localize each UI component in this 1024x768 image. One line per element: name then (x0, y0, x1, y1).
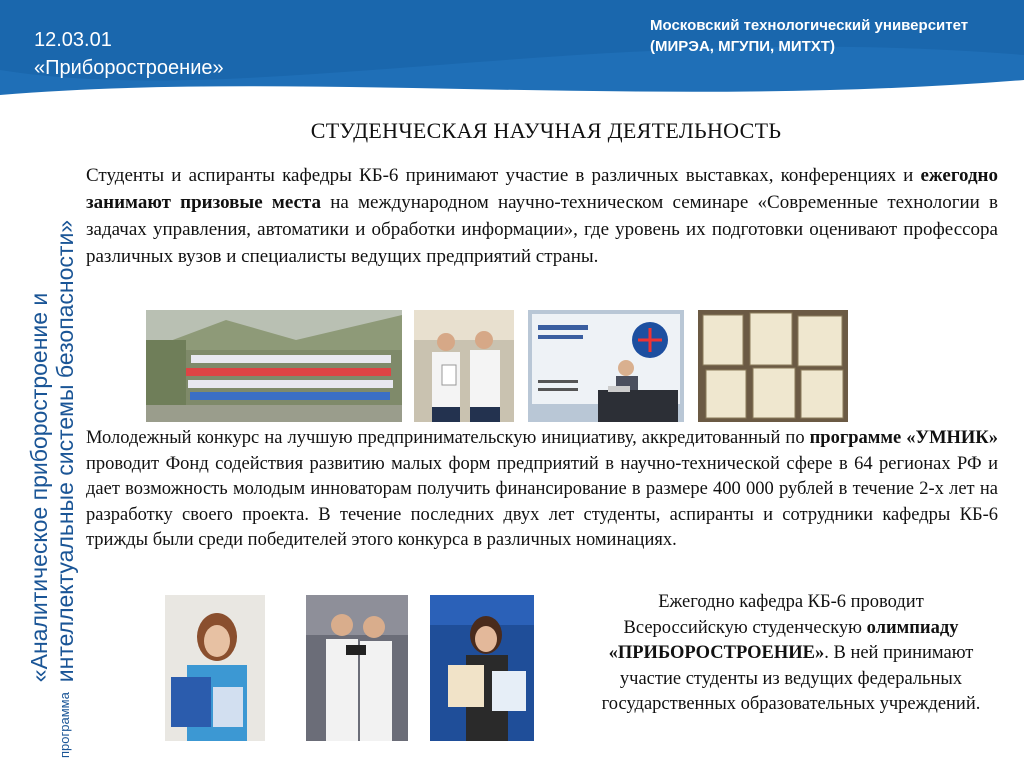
p2-text-b: проводит Фонд содействия развитию малых форм предприятий в научно-технической сфере в 64 регионах РФ и дает возможность молодым инноваторам получить финансирование в размере 400 000 рублей в течение 2-х лет на разработку своего проекта. В течение последних двух лет студенты, аспиранты и сотрудники кафедры КБ-6 трижды были среди победителей этого конкурса в различных номинациях. (86, 453, 998, 550)
paragraph-exhibitions (86, 162, 998, 270)
p2-bold-text: программе «УМНИК» (809, 428, 998, 448)
sidebar-label: программа (57, 692, 72, 758)
photo-students-thumbs-up (306, 595, 408, 741)
page-title: СТУДЕНЧЕСКАЯ НАУЧНАЯ ДЕЯТЕЛЬНОСТЬ (310, 118, 782, 143)
photo-student-with-booklets (430, 595, 534, 741)
photo-winner-with-certificate (165, 595, 265, 741)
p3-bold-text: олимпиаду «ПРИБОРОСТРОЕНИЕ» (608, 617, 959, 663)
photo-diplomas (698, 310, 848, 422)
sidebar-vertical-title (12, 110, 80, 758)
p3-text-a: Ежегодно кафедра КБ-6 проводит Всероссийскую студенческую (623, 592, 924, 638)
program-name: «Приборостроение» (34, 57, 224, 79)
header-banner (0, 0, 1024, 106)
program-code-block (34, 26, 224, 82)
p1-text-a: Студенты и аспиранты кафедры КБ-6 принимают участие в различных выставках, конференциях и (86, 165, 921, 186)
photo-conference-audience (146, 310, 402, 422)
p2-text-a: Молодежный конкурс на лучшую предпринимательскую инициативу, аккредитованный по (86, 428, 810, 448)
program-code: 12.03.01 (34, 29, 112, 51)
paragraph-umnik-contest (86, 426, 998, 554)
photo-students-with-award (414, 310, 514, 422)
paragraph-olympiad (596, 590, 986, 718)
university-line-1: Московский технологический университет (650, 17, 969, 34)
p1-bold-text: ежегодно занимают призовые места (86, 165, 998, 213)
p3-text-b: . В ней принимают участие студенты из ведущих федеральных государственных образовательных учреждений. (601, 643, 981, 714)
sidebar-program-title: «Аналитическое приборостроение и интеллектуальные системы безопасности» (26, 219, 78, 683)
university-name (650, 15, 968, 57)
university-line-2: (МИРЭА, МГУПИ, МИТХТ) (650, 38, 835, 55)
photo-presentation-speaker (528, 310, 684, 422)
p1-text-b: на международном научно-техническом семинаре «Современные технологии в задачах управления, автоматики и обработки информации», где уровень их подготовки оценивают профессора различных вузов и специалисты ведущих предприятий страны. (86, 192, 998, 267)
